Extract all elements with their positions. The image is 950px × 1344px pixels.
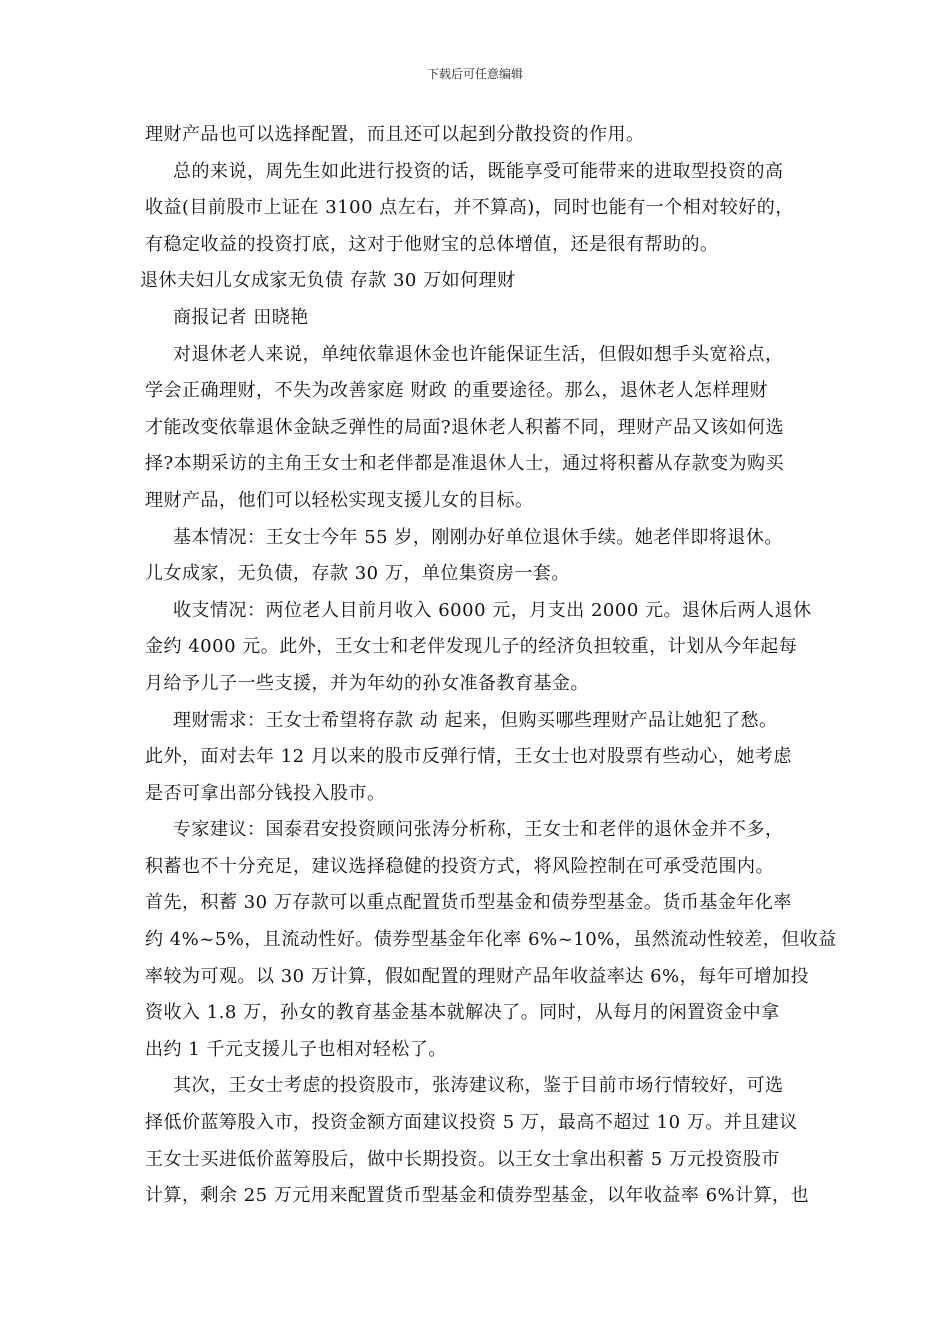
text-line: 首先，积蓄 30 万存款可以重点配置货币型基金和债券型基金。货币基金年化率 <box>145 892 792 914</box>
text-line: 择低价蓝筹股入市，投资金额方面建议投资 5 万，最高不超过 10 万。并且建议 <box>145 1112 798 1134</box>
text-line: 学会正确理财，不失为改善家庭 财政 的重要途径。那么，退休老人怎样理财 <box>145 380 768 402</box>
text-line: 收益(目前股市上证在 3100 点左右，并不算高)，同时也能有一个相对较好的， <box>145 197 794 219</box>
text-line: 金约 4000 元。此外，王女士和老伴发现儿子的经济负担较重，计划从今年起每 <box>145 636 798 658</box>
text-line: 是否可拿出部分钱投入股市。 <box>145 782 386 804</box>
text-line: 收支情况：两位老人目前月收入 6000 元，月支出 2000 元。退休后两人退休 <box>173 599 812 621</box>
text-line: 月给予儿子一些支援，并为年幼的孙女准备教育基金。 <box>145 672 589 694</box>
text-line: 理财产品，他们可以轻松实现支援儿女的目标。 <box>145 489 534 511</box>
text-line: 对退休老人来说，单纯依靠退休金也许能保证生活，但假如想手头宽裕点， <box>173 343 784 365</box>
text-line: 才能改变依靠退休金缺乏弹性的局面?退休老人积蓄不同，理财产品又该如何选 <box>145 416 785 438</box>
text-line: 积蓄也不十分充足，建议选择稳健的投资方式，将风险控制在可承受范围内。 <box>145 855 774 877</box>
text-line: 此外，面对去年 12 月以来的股市反弹行情，王女士也对股票有些动心，她考虑 <box>145 746 792 768</box>
text-line: 专家建议：国泰君安投资顾问张涛分析称，王女士和老伴的退休金并不多， <box>173 819 784 841</box>
text-line: 儿女成家，无负债，存款 30 万，单位集资房一套。 <box>145 563 570 585</box>
text-line: 基本情况：王女士今年 55 岁，刚刚办好单位退休手续。她老伴即将退休。 <box>173 526 783 548</box>
text-line: 有稳定收益的投资打底，这对于他财宝的总体增值，还是很有帮助的。 <box>145 233 719 255</box>
article-title: 退休夫妇儿女成家无负债 存款 30 万如何理财 <box>140 270 516 292</box>
text-line: 出约 1 千元支援儿子也相对轻松了。 <box>145 1038 447 1060</box>
text-line: 理财需求：王女士希望将存款 动 起来，但购买哪些理财产品让她犯了愁。 <box>173 709 778 731</box>
text-line: 理财产品也可以选择配置，而且还可以起到分散投资的作用。 <box>145 124 645 145</box>
text-line: 计算，剩余 25 万元用来配置货币型基金和债券型基金，以年收益率 6%计算，也 <box>145 1185 810 1207</box>
text-line: 王女士买进低价蓝筹股后，做中长期投资。以王女士拿出积蓄 5 万元投资股市 <box>145 1148 780 1170</box>
text-line: 总的来说，周先生如此进行投资的话，既能享受可能带来的进取型投资的高 <box>173 160 784 182</box>
text-line: 资收入 1.8 万，孙女的教育基金基本就解决了。同时，从每月的闲置资金中拿 <box>145 1002 780 1024</box>
page-header: 下载后可任意编辑 <box>426 67 523 81</box>
document-body <box>140 117 837 1215</box>
text-line: 择?本期采访的主角王女士和老伴都是准退休人士，通过将积蓄从存款变为购买 <box>145 453 785 475</box>
text-line: 率较为可观。以 30 万计算，假如配置的理财产品年收益率达 6%，每年可增加投 <box>145 965 810 987</box>
text-line: 其次，王女士考虑的投资股市，张涛建议称，鉴于目前市场行情较好，可选 <box>173 1075 784 1097</box>
text-line: 约 4%~5%，且流动性好。债券型基金年化率 6%~10%，虽然流动性较差，但收益 <box>145 929 837 951</box>
text-line: 商报记者 田晓艳 <box>173 306 309 328</box>
